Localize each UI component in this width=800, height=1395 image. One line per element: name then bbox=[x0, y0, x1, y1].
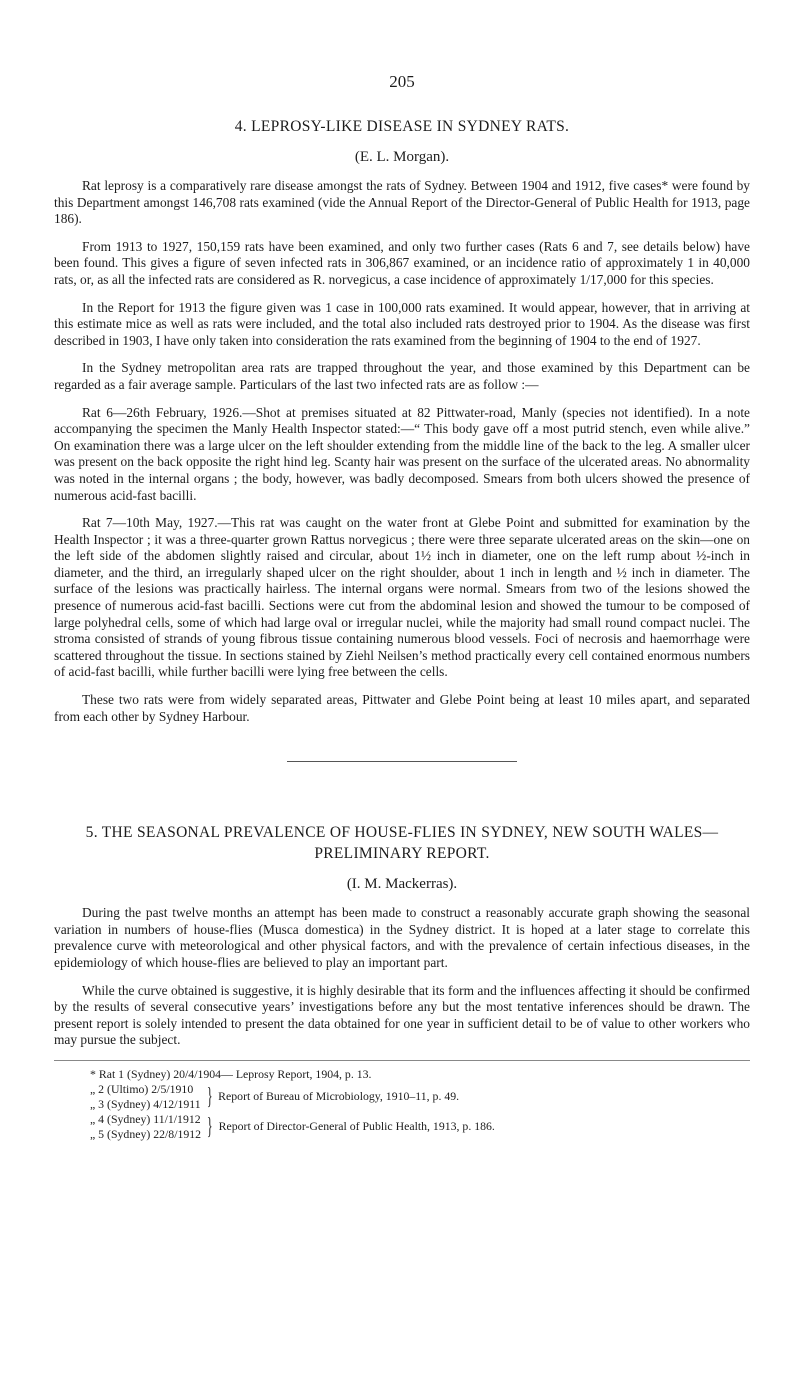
page-number: 205 bbox=[389, 72, 415, 91]
section-4-title: 4. LEPROSY-LIKE DISEASE IN SYDNEY RATS. bbox=[234, 118, 570, 135]
footnote-reference: Report of Bureau of Microbiology, 1910–11, p. 49. bbox=[218, 1089, 460, 1104]
footnote-row: * Rat 1 (Sydney) 20/4/1904— Leprosy Report, 1904, p. 13. bbox=[90, 1066, 372, 1081]
section-divider bbox=[287, 761, 517, 762]
footnote-entry: „ 3 (Sydney) 4/12/1911 bbox=[90, 1096, 201, 1111]
footnote-reference: Report of Director-General of Public Health, 1913, p. 186. bbox=[218, 1119, 495, 1134]
section-4-paragraph: From 1913 to 1927, 150,159 rats have been examined, and only two further cases (Rats 6 and 7, see details below) have been found. This gives a figure of seven infected rats in 306,867 examined, or an incidence ratio of approximately 1 in 40,000 rats, or, as all the infected rats are considered as R. norvegicus, a case incidence of approximately 1/17,000 for this species. bbox=[54, 238, 750, 287]
section-5-paragraph: During the past twelve months an attempt has been made to construct a reasonably accurate graph showing the seasonal variation in numbers of house-flies (Musca domestica) in the Sydney district. It is hoped at a later stage to correlate this prevalence curve with meteorological and other physical factors, and with the prevalence of certain infectious diseases, in the epidemiology of which house-flies are believed to play an important part. bbox=[54, 905, 750, 970]
section-4-paragraph: These two rats were from widely separated areas, Pittwater and Glebe Point being at least 10 miles apart, and separated from each other by Sydney Harbour. bbox=[54, 692, 750, 724]
section-5-title-line-1: 5. THE SEASONAL PREVALENCE OF HOUSE-FLIES IN SYDNEY, NEW SOUTH WALES— bbox=[85, 824, 719, 842]
section-5-paragraph: While the curve obtained is suggestive, it is highly desirable that its form and the influences affecting it should be confirmed by the results of several consecutive years’ investigations before any but the most tentative inferences should be drawn. The present report is solely intended to present the data obtained for one year in sufficient detail to be of value to other workers who may pursue the subject. bbox=[54, 982, 750, 1048]
footnote-entry: „ 5 (Sydney) 22/8/1912 bbox=[90, 1126, 202, 1141]
footnote-entry: „ 4 (Sydney) 11/1/1912 bbox=[90, 1111, 201, 1126]
section-5-title-line-2: PRELIMINARY REPORT. bbox=[314, 845, 490, 863]
footnote-divider bbox=[54, 1060, 750, 1061]
section-4-author: (E. L. Morgan). bbox=[354, 149, 450, 165]
footnote-entry: „ 2 (Ultimo) 2/5/1910 bbox=[90, 1081, 194, 1096]
document-page bbox=[54, 72, 750, 1142]
section-5-author: (I. M. Mackerras). bbox=[346, 876, 458, 893]
rat-6-paragraph: Rat 6—26th February, 1926.—Shot at premises situated at 82 Pittwater-road, Manly (species not identified). In a note accompanying the specimen the Manly Health Inspector stated:—“ This body gave off a most putrid stench, even while alive.” On examination there was a large ulcer on the left shoulder extending from the middle line of the back to the leg. A smaller ulcer was present on the back opposite the right hind leg. Scanty hair was present on the surface of the ulcerated areas. No abnormality was noted in the internal organs ; the body, however, was badly decomposed. Smears from both ulcers showed the presence of numerous acid-fast bacilli. bbox=[54, 404, 750, 503]
brace-symbol: } bbox=[206, 1113, 213, 1140]
brace-symbol: } bbox=[206, 1083, 213, 1110]
footnotes bbox=[90, 1067, 750, 1142]
footnote-group bbox=[90, 1112, 750, 1142]
footnote-group bbox=[90, 1082, 750, 1112]
rat-7-paragraph: Rat 7—10th May, 1927.—This rat was caught on the water front at Glebe Point and submitted for examination by the Health Inspector ; it was a three-quarter grown Rattus norvegicus ; there were three separate ulcerated areas on the skin—one on the left side of the abdomen slightly raised and circular, about 1½ inch in diameter, one on the left rump about ½-inch in diameter, and the third, an irregularly shaped ulcer on the right shoulder, about 1 inch in length and ½ inch in diameter. The surface of the lesions was practically hairless. The internal organs were normal. Smears from two of the lesions showed the presence of numerous acid-fast bacilli. Sections were cut from the abdominal lesion and showed the tumour to be composed of large polyhedral cells, some of which had large oval or irregular nuclei, while the majority had small round compact nuclei. The stroma consisted of strands of young fibrous tissue containing numerous blood vessels. Foci of necrosis and haemorrhage were scattered throughout the tissue. In sections stained by Ziehl Neilsen’s method practically every cell contained enormous numbers of acid-fast bacilli, while further bacilli were lying free between the cells. bbox=[54, 515, 750, 680]
section-4-paragraph: In the Sydney metropolitan area rats are trapped throughout the year, and those examined by this Department can be regarded as a fair average sample. Particulars of the last two infected rats are as follow :— bbox=[54, 360, 750, 392]
section-5 bbox=[54, 822, 750, 1049]
section-4-paragraph: In the Report for 1913 the figure given was 1 case in 100,000 rats examined. It would appear, however, that in arriving at this estimate mice as well as rats were included, and the total also included rats destroyed prior to 1904. As the disease was first described in 1903, I have only taken into consideration the rats examined from the beginning of 1904 to the end of 1927. bbox=[54, 299, 750, 348]
section-4-paragraph: Rat leprosy is a comparatively rare disease amongst the rats of Sydney. Between 1904 and 1912, five cases* were found by this Department amongst 146,708 rats examined (vide the Annual Report of the Director-General of Public Health for 1913, page 186). bbox=[54, 178, 750, 227]
